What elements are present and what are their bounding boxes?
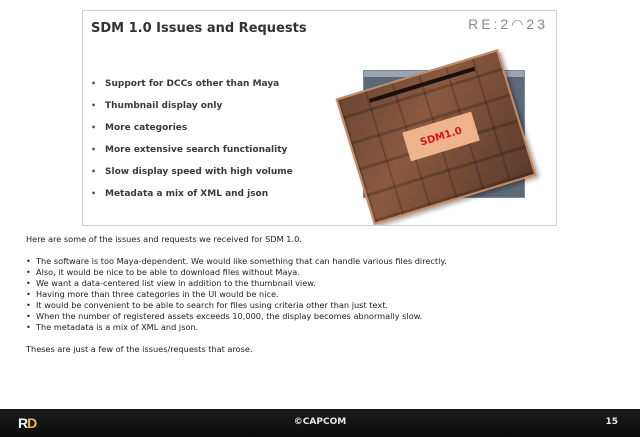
bullet-icon: • xyxy=(26,300,31,310)
bullet-icon: • xyxy=(26,311,31,321)
notes-bullet: • The metadata is a mix of XML and json. xyxy=(26,322,199,332)
bullet-icon: • xyxy=(26,256,31,266)
bullet-icon: • xyxy=(91,145,97,154)
slide-bullet: • Support for DCCs other than Maya xyxy=(91,79,280,89)
notes-bullet: • It would be convenient to be able to search for files using criteria other than just text. xyxy=(26,300,389,310)
slide-title: SDM 1.0 Issues and Requests xyxy=(91,21,307,36)
bullet-icon: • xyxy=(26,267,31,277)
bullet-icon: • xyxy=(26,322,31,332)
footer-bar xyxy=(0,409,640,437)
notes-bullet: • We want a data-centered list view in addition to the thumbnail view. xyxy=(26,278,316,288)
notes-bullet-list xyxy=(26,256,626,333)
slide-bullet: • More categories xyxy=(91,123,188,133)
sdm-screenshot-illustration xyxy=(343,43,553,226)
notes-bullet: • Also, it would be nice to be able to download files without Maya. xyxy=(26,267,300,277)
page-number: 15 xyxy=(605,417,618,427)
slide-bullet: • Thumbnail display only xyxy=(91,101,223,111)
speaker-notes xyxy=(26,234,626,366)
bullet-icon: • xyxy=(91,167,97,176)
slide-bullet-list xyxy=(91,73,293,205)
re2023-logo: RE:2◠23 xyxy=(468,16,548,32)
notes-intro: Here are some of the issues and requests we received for SDM 1.0. xyxy=(26,234,302,244)
slide-bullet: • More extensive search functionality xyxy=(91,145,288,155)
sdm1-label: SDM1.0 xyxy=(402,112,480,162)
bullet-icon: • xyxy=(91,189,97,198)
notes-bullet: • Having more than three categories in the UI would be nice. xyxy=(26,289,279,299)
notes-outro: Theses are just a few of the issues/requests that arose. xyxy=(26,344,253,354)
notes-bullet: • When the number of registered assets exceeds 10,000, the display becomes abnormally slow. xyxy=(26,311,423,321)
notes-bullet: • The software is too Maya-dependent. We would like something that can handle various files directly. xyxy=(26,256,447,266)
bullet-icon: • xyxy=(91,101,97,110)
bullet-icon: • xyxy=(26,289,31,299)
copyright-text: ©CAPCOM xyxy=(293,417,347,427)
bullet-icon: • xyxy=(26,278,31,288)
rd-logo: RD xyxy=(18,415,37,431)
bullet-icon: • xyxy=(91,123,97,132)
slide-preview xyxy=(82,10,557,226)
slide-bullet: • Metadata a mix of XML and json xyxy=(91,189,269,199)
bullet-icon: • xyxy=(91,79,97,88)
slide-bullet: • Slow display speed with high volume xyxy=(91,167,293,177)
